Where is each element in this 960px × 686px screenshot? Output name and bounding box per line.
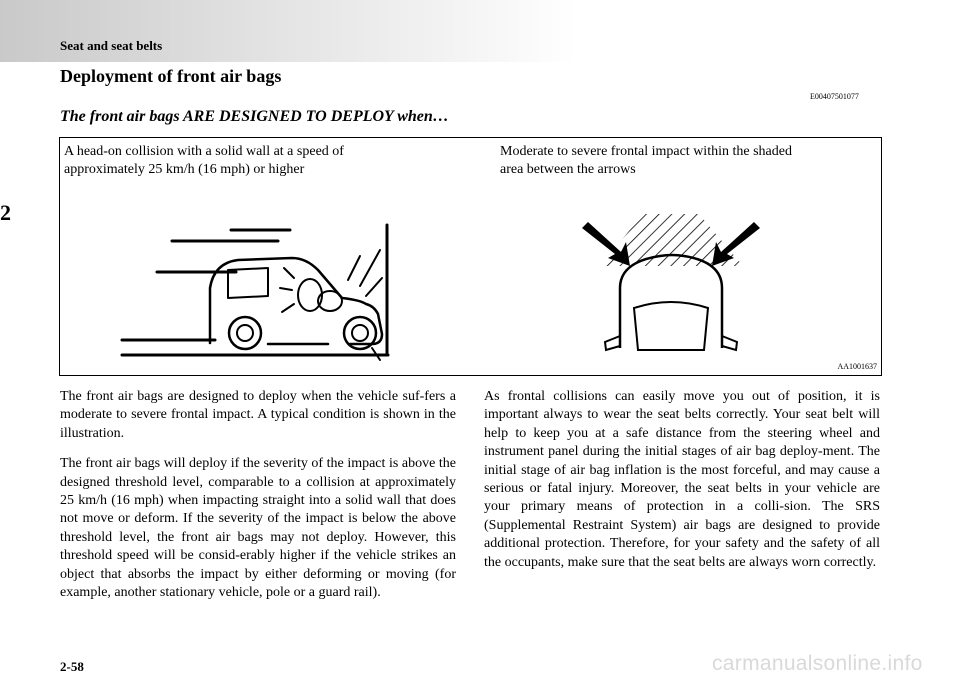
impact-line [348,256,360,280]
section-title: Seat and seat belts [60,38,163,53]
impact-line [360,250,380,286]
body-column-left [60,388,456,614]
watermark-text: carmanualsonline.info [712,652,923,675]
figure-code: AA1001637 [837,362,877,371]
paragraph: The front air bags will deploy if the severity of the impact is above the designed threshold level, comparable to a collision at approximately 25 km/h (16 mph) when impacting straight into a solid wall that does not move or deform. If the severity of the impact is below the above threshold level, the front air bags may not deploy. However, this threshold speed will be consid-erably higher if the vehicle strikes an object that absorbs the impact by either deforming or moving (for example, another stationary vehicle, pole or a guard rail). [60,456,456,601]
caption-frontal-impact-zone: Moderate to severe frontal impact within the shaded area between the arrows [500,144,792,177]
right-mirror [722,336,737,350]
car-crash-side-view [122,225,388,360]
body-column-right [484,388,880,584]
left-mirror [605,336,620,350]
chapter-number: 2 [0,200,11,225]
caption-head-on-collision: A head-on collision with a solid wall at a speed of approximately 25 km/h (16 mph) or higher [64,144,344,177]
impact-line [366,278,382,296]
occupant-head [298,279,322,311]
car-windshield [634,302,708,350]
paragraph: The front air bags are designed to deploy when the vehicle suf-fers a moderate to severe frontal impact. A typical condition is shown in the illustration. [60,389,456,441]
illustration-drawing [60,138,883,377]
impact-line [282,304,294,312]
document-code: E00407501077 [810,92,859,101]
frontal-impact-top-view [582,214,760,350]
subheading: The front air bags ARE DESIGNED TO DEPLOY when… [60,108,449,125]
page-heading: Deployment of front air bags [60,66,282,86]
paragraph: As frontal collisions can easily move you out of position, it is important always to wear the seat belts correctly. Your seat belt will help to keep you at a safe distance from the steering wheel and instrument panel during the initial stages of air bag deploy-ment. The initial stage of air bag inflation is the most forceful, and may cause a serious or fatal injury. Moreover, the seat belts in your vehicle are your primary means of protection in a colli-sion. The SRS (Supplemental Restraint System) air bags are designed to provide additional protection. Therefore, for your safety and the safety of all the occupants, make sure that the seat belts are always worn correctly. [484,389,880,570]
illustration-box [59,137,882,376]
page-number: 2-58 [60,659,84,674]
rear-wheel [229,317,261,349]
impact-line [284,268,294,278]
impact-line [280,288,292,290]
